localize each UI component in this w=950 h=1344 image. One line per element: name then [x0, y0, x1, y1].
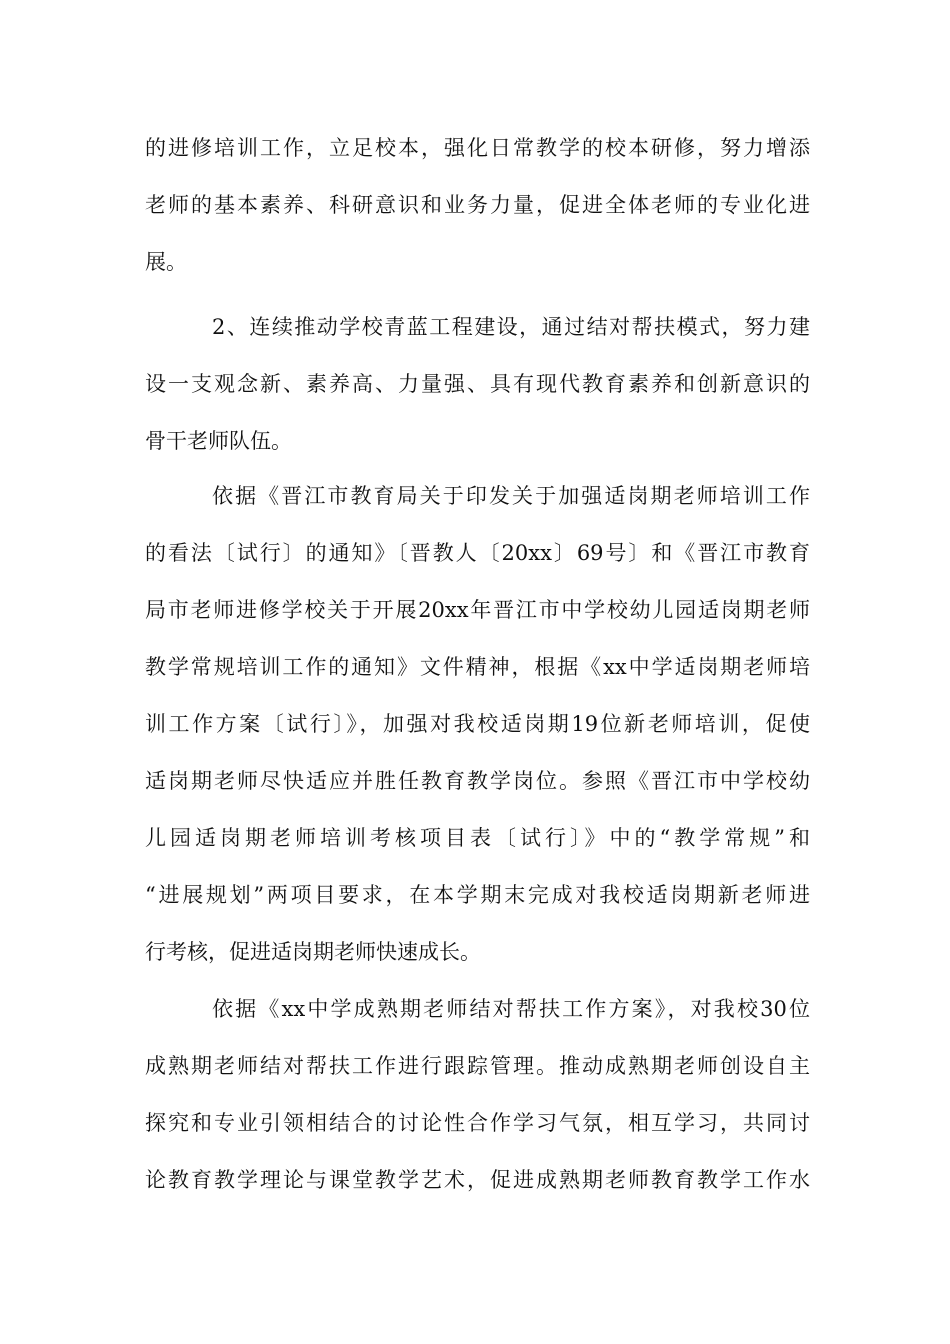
text-line: 的看法〔试行〕的通知》〔晋教人〔20xx〕69号〕和《晋江市教育 — [145, 541, 810, 565]
text-line: 成熟期老师结对帮扶工作进行跟踪管理。推动成熟期老师创设自主 — [145, 1054, 810, 1078]
text-line: 行考核，促进适岗期老师快速成长。 — [145, 940, 481, 964]
text-line: 适岗期老师尽快适应并胜任教育教学岗位。参照《晋江市中学校幼 — [145, 769, 810, 793]
text-line: 训工作方案〔试行〕》，加强对我校适岗期19位新老师培训，促使 — [145, 712, 810, 736]
text-line: 骨干老师队伍。 — [145, 429, 292, 453]
text-line: 展。 — [145, 250, 187, 274]
text-line: “进展规划”两项目要求，在本学期末完成对我校适岗期新老师进 — [145, 883, 810, 907]
text-line: 依据《xx中学成熟期老师结对帮扶工作方案》，对我校30位 — [212, 997, 810, 1021]
text-line: 教学常规培训工作的通知》文件精神，根据《xx中学适岗期老师培 — [145, 655, 810, 679]
text-line: 局市老师进修学校关于开展20xx年晋江市中学校幼儿园适岗期老师 — [145, 598, 810, 622]
text-line: 儿园适岗期老师培训考核项目表〔试行〕》中的“教学常规”和 — [145, 826, 810, 850]
text-line: 2、连续推动学校青蓝工程建设，通过结对帮扶模式，努力建 — [212, 315, 810, 339]
text-line: 的进修培训工作，立足校本，强化日常教学的校本研修，努力增添 — [145, 136, 810, 160]
text-line: 探究和专业引领相结合的讨论性合作学习气氛，相互学习，共同讨 — [145, 1111, 810, 1135]
text-line: 依据《晋江市教育局关于印发关于加强适岗期老师培训工作 — [212, 484, 810, 508]
text-line: 老师的基本素养、科研意识和业务力量，促进全体老师的专业化进 — [145, 193, 810, 217]
text-line: 论教育教学理论与课堂教学艺术，促进成熟期老师教育教学工作水 — [145, 1168, 810, 1192]
text-line: 设一支观念新、素养高、力量强、具有现代教育素养和创新意识的 — [145, 372, 810, 396]
